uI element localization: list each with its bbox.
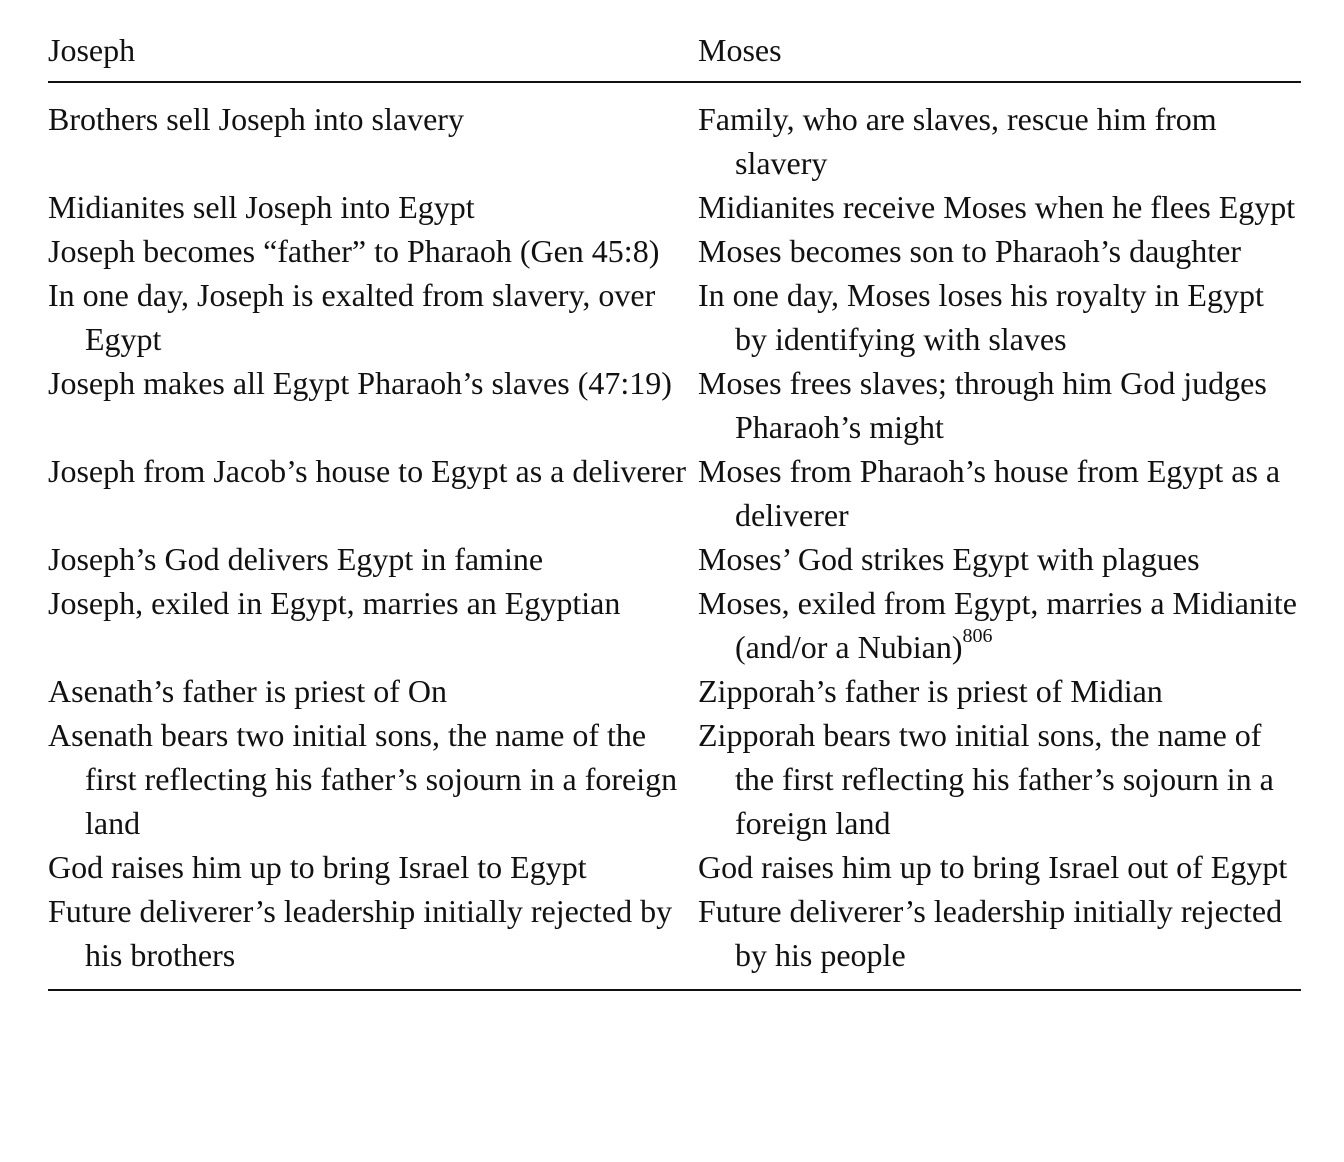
table-body	[48, 83, 1301, 991]
table-row	[48, 185, 1301, 229]
joseph-cell: Joseph from Jacob’s house to Egypt as a deliverer	[48, 453, 687, 489]
moses-cell: Moses becomes son to Pharaoh’s daughter	[698, 233, 1242, 269]
table-row	[48, 229, 1301, 273]
table-row	[48, 713, 1301, 845]
moses-cell: Moses’ God strikes Egypt with plagues	[698, 541, 1200, 577]
moses-cell: God raises him up to bring Israel out of Egypt	[698, 849, 1288, 885]
moses-cell: Family, who are slaves, rescue him from slavery	[698, 101, 1217, 181]
joseph-cell: Midianites sell Joseph into Egypt	[48, 189, 475, 225]
joseph-cell: Asenath’s father is priest of On	[48, 673, 448, 709]
joseph-cell: Joseph makes all Egypt Pharaoh’s slaves (47:19)	[48, 365, 672, 401]
footnote-marker: 806	[962, 625, 993, 648]
table-row	[48, 669, 1301, 713]
table-row	[48, 581, 1301, 669]
table-row	[48, 273, 1301, 361]
header-moses: Moses	[698, 32, 782, 68]
table-row	[48, 889, 1301, 977]
header-joseph: Joseph	[48, 32, 136, 68]
moses-cell-text: Moses, exiled from Egypt, marries a Midianite (and/or a Nubian)	[698, 585, 1297, 665]
joseph-cell: Joseph becomes “father” to Pharaoh (Gen 45:8)	[48, 233, 660, 269]
table-row	[48, 97, 1301, 185]
moses-cell: Zipporah bears two initial sons, the name of the first reflecting his father’s sojourn in a foreign land	[698, 717, 1274, 841]
table-row	[48, 449, 1301, 537]
table-row	[48, 845, 1301, 889]
joseph-cell: God raises him up to bring Israel to Egypt	[48, 849, 587, 885]
moses-cell: Future deliverer’s leadership initially rejected by his people	[698, 893, 1283, 973]
joseph-cell: Future deliverer’s leadership initially rejected by his brothers	[48, 893, 673, 973]
joseph-cell: Joseph’s God delivers Egypt in famine	[48, 541, 544, 577]
table-row	[48, 361, 1301, 449]
table-header-row	[48, 24, 1301, 83]
moses-cell: In one day, Moses loses his royalty in Egypt by identifying with slaves	[698, 277, 1264, 357]
moses-cell: Zipporah’s father is priest of Midian	[698, 673, 1163, 709]
joseph-cell: Joseph, exiled in Egypt, marries an Egyptian	[48, 585, 621, 621]
moses-cell: Moses frees slaves; through him God judges Pharaoh’s might	[698, 365, 1267, 445]
table-row	[48, 537, 1301, 581]
joseph-cell: Brothers sell Joseph into slavery	[48, 101, 464, 137]
moses-cell: Midianites receive Moses when he flees Egypt	[698, 189, 1296, 225]
joseph-cell: In one day, Joseph is exalted from slavery, over Egypt	[48, 277, 656, 357]
joseph-cell: Asenath bears two initial sons, the name of the first reflecting his father’s sojourn in a foreign land	[48, 717, 678, 841]
moses-cell-with-footnote	[698, 581, 1301, 669]
moses-cell: Moses from Pharaoh’s house from Egypt as a deliverer	[698, 453, 1281, 533]
comparison-table	[48, 24, 1301, 991]
